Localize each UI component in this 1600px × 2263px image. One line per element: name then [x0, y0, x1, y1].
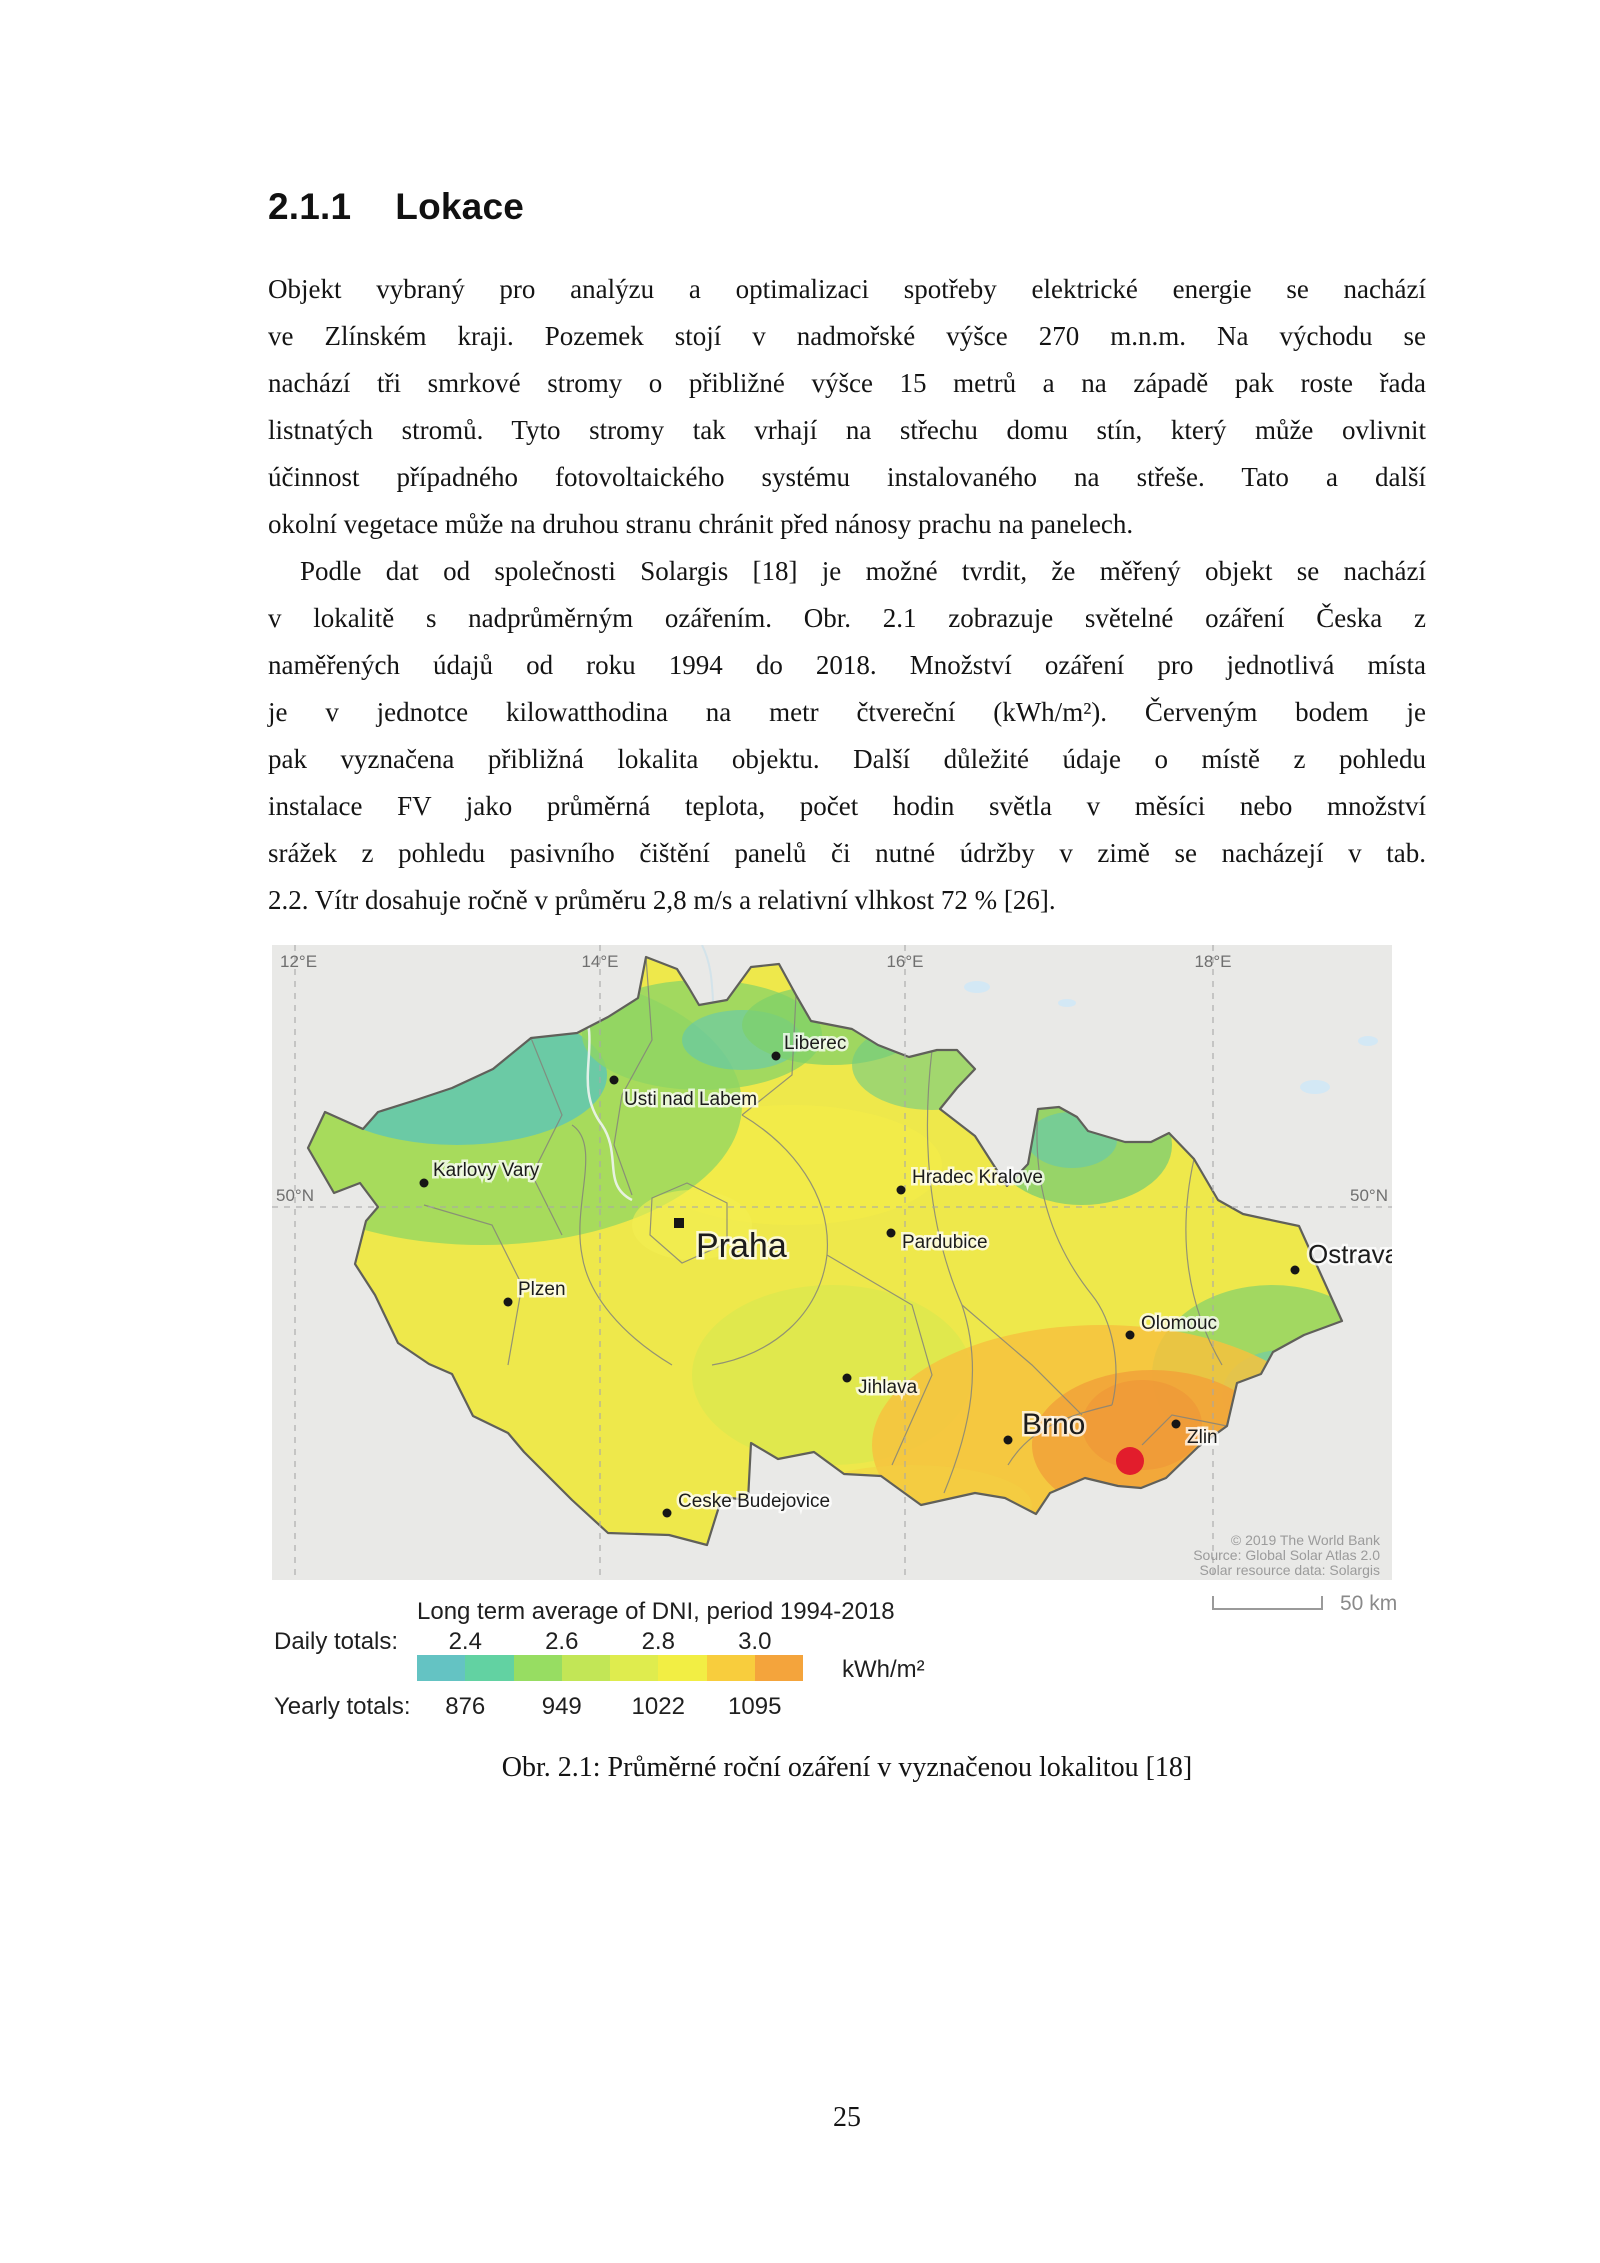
legend-title: Long term average of DNI, period 1994-2018 [417, 1598, 895, 1625]
legend-daily-values [417, 1628, 803, 1658]
legend-yearly-values [417, 1693, 803, 1723]
text-line: okolní vegetace může na druhou stranu chránit před nánosy prachu na panelech. [268, 509, 1134, 539]
colorbar-segment [610, 1655, 658, 1681]
city-label: Usti nad Labem [624, 1089, 758, 1110]
scale-bar [1212, 1596, 1323, 1610]
colorbar-segment [755, 1655, 803, 1681]
czech-solar-map [272, 945, 1392, 1580]
city-marker-dot [843, 1374, 852, 1383]
legend-tick-value: 1022 [631, 1693, 685, 1720]
city-label: Praha [696, 1227, 787, 1265]
city-marker-dot [887, 1229, 896, 1238]
colorbar-segment [514, 1655, 562, 1681]
city-label: Karlovy Vary [433, 1160, 540, 1181]
map-attribution: © 2019 The World Bank Source: Global Solar Atlas 2.0 Solar resource data: Solargis [1193, 1532, 1380, 1578]
text-line: naměřených údajů od roku 1994 do 2018. Množství ozáření pro jednotlivá místa [268, 650, 1426, 680]
text-line: Objekt vybraný pro analýzu a optimalizaci spotřeby elektrické energie se nachází [268, 274, 1426, 304]
text-line: účinnost případného fotovoltaického systému instalovaného na střeše. Tato a další [268, 462, 1426, 492]
city-marker-dot [1004, 1436, 1013, 1445]
city-marker-square [674, 1218, 684, 1228]
legend-tick-value: 3.0 [738, 1628, 772, 1655]
section-number: 2.1.1 [268, 186, 352, 227]
city-marker-dot [504, 1298, 513, 1307]
longitude-label: 16°E [886, 952, 924, 971]
city-label: Zlin [1187, 1427, 1218, 1448]
city-marker-dot [420, 1179, 429, 1188]
colorbar-segment [658, 1655, 706, 1681]
text-line: ve Zlínském kraji. Pozemek stojí v nadmořské výšce 270 m.n.m. Na východu se [268, 321, 1426, 351]
city-label: Ceske Budejovice [678, 1491, 831, 1512]
colorbar-segment [562, 1655, 610, 1681]
city-label: Pardubice [902, 1232, 988, 1253]
legend-colorbar [417, 1655, 803, 1681]
legend-daily-label: Daily totals: [274, 1628, 399, 1655]
legend-tick-value: 2.6 [545, 1628, 579, 1655]
colorbar-segment [707, 1655, 755, 1681]
city-label: Hradec Kralove [912, 1167, 1043, 1188]
legend-tick-value: 2.4 [448, 1628, 482, 1655]
city-marker-dot [610, 1076, 619, 1085]
city-marker-dot [1126, 1331, 1135, 1340]
text-line: pak vyznačena přibližná lokalita objektu. Další důležité údaje o místě z pohledu [268, 744, 1426, 774]
city-label: Liberec [784, 1033, 847, 1054]
legend-tick-value: 2.8 [641, 1628, 675, 1655]
longitude-label: 12°E [280, 952, 318, 971]
city-label: Ostrava [1308, 1239, 1392, 1269]
city-marker-dot [1291, 1266, 1300, 1275]
figure-map [272, 945, 1392, 1580]
body-text [268, 266, 1426, 924]
text-line: je v jednotce kilowatthodina na metr čtvereční (kWh/m²). Červeným bodem je [268, 697, 1426, 727]
section-heading [268, 186, 524, 228]
text-line: srážek z pohledu pasivního čištění panelů či nutné údržby v zimě se nacházejí v tab. [268, 838, 1426, 868]
legend-tick-value: 949 [541, 1693, 582, 1720]
longitude-label: 18°E [1194, 952, 1232, 971]
latitude-label: 50°N [1350, 1186, 1388, 1205]
city-label: Jihlava [858, 1377, 918, 1398]
colorbar-segment [465, 1655, 513, 1681]
text-line: instalace FV jako průměrná teplota, počet hodin světla v měsíci nebo množství [268, 791, 1426, 821]
legend-tick-value: 1095 [728, 1693, 782, 1720]
page-number: 25 [833, 2102, 861, 2133]
city-marker-dot [897, 1186, 906, 1195]
longitude-label: 14°E [581, 952, 619, 971]
colorbar-segment [417, 1655, 465, 1681]
marked-location-dot [1116, 1447, 1144, 1475]
legend-unit: kWh/m² [842, 1656, 925, 1683]
city-label: Olomouc [1141, 1313, 1218, 1334]
section-title: Lokace [395, 186, 525, 227]
figure-caption: Obr. 2.1: Průměrné roční ozáření v vyznačenou lokalitou [18] [501, 1752, 1193, 1783]
text-line: v lokalitě s nadprůměrným ozářením. Obr. 2.1 zobrazuje světelné ozáření Česka z [268, 603, 1426, 633]
text-line: nachází tři smrkové stromy o přibližné výšce 15 metrů a na západě pak roste řada [268, 368, 1426, 398]
text-line: 2.2. Vítr dosahuje ročně v průměru 2,8 m/s a relativní vlhkost 72 % [26]. [268, 885, 1056, 915]
city-marker-dot [772, 1052, 781, 1061]
text-line: Podle dat od společnosti Solargis [18] je možné tvrdit, že měřený objekt se nachází [300, 556, 1426, 586]
latitude-label: 50°N [276, 1186, 314, 1205]
legend-tick-value: 876 [445, 1693, 486, 1720]
legend-yearly-label: Yearly totals: [274, 1693, 411, 1720]
city-marker-dot [1172, 1420, 1181, 1429]
city-label: Plzen [518, 1279, 566, 1300]
city-label: Brno [1022, 1408, 1086, 1441]
city-marker-dot [663, 1509, 672, 1518]
scale-bar-label: 50 km [1340, 1592, 1398, 1615]
text-line: listnatých stromů. Tyto stromy tak vrhají na střechu domu stín, který může ovlivnit [268, 415, 1426, 445]
